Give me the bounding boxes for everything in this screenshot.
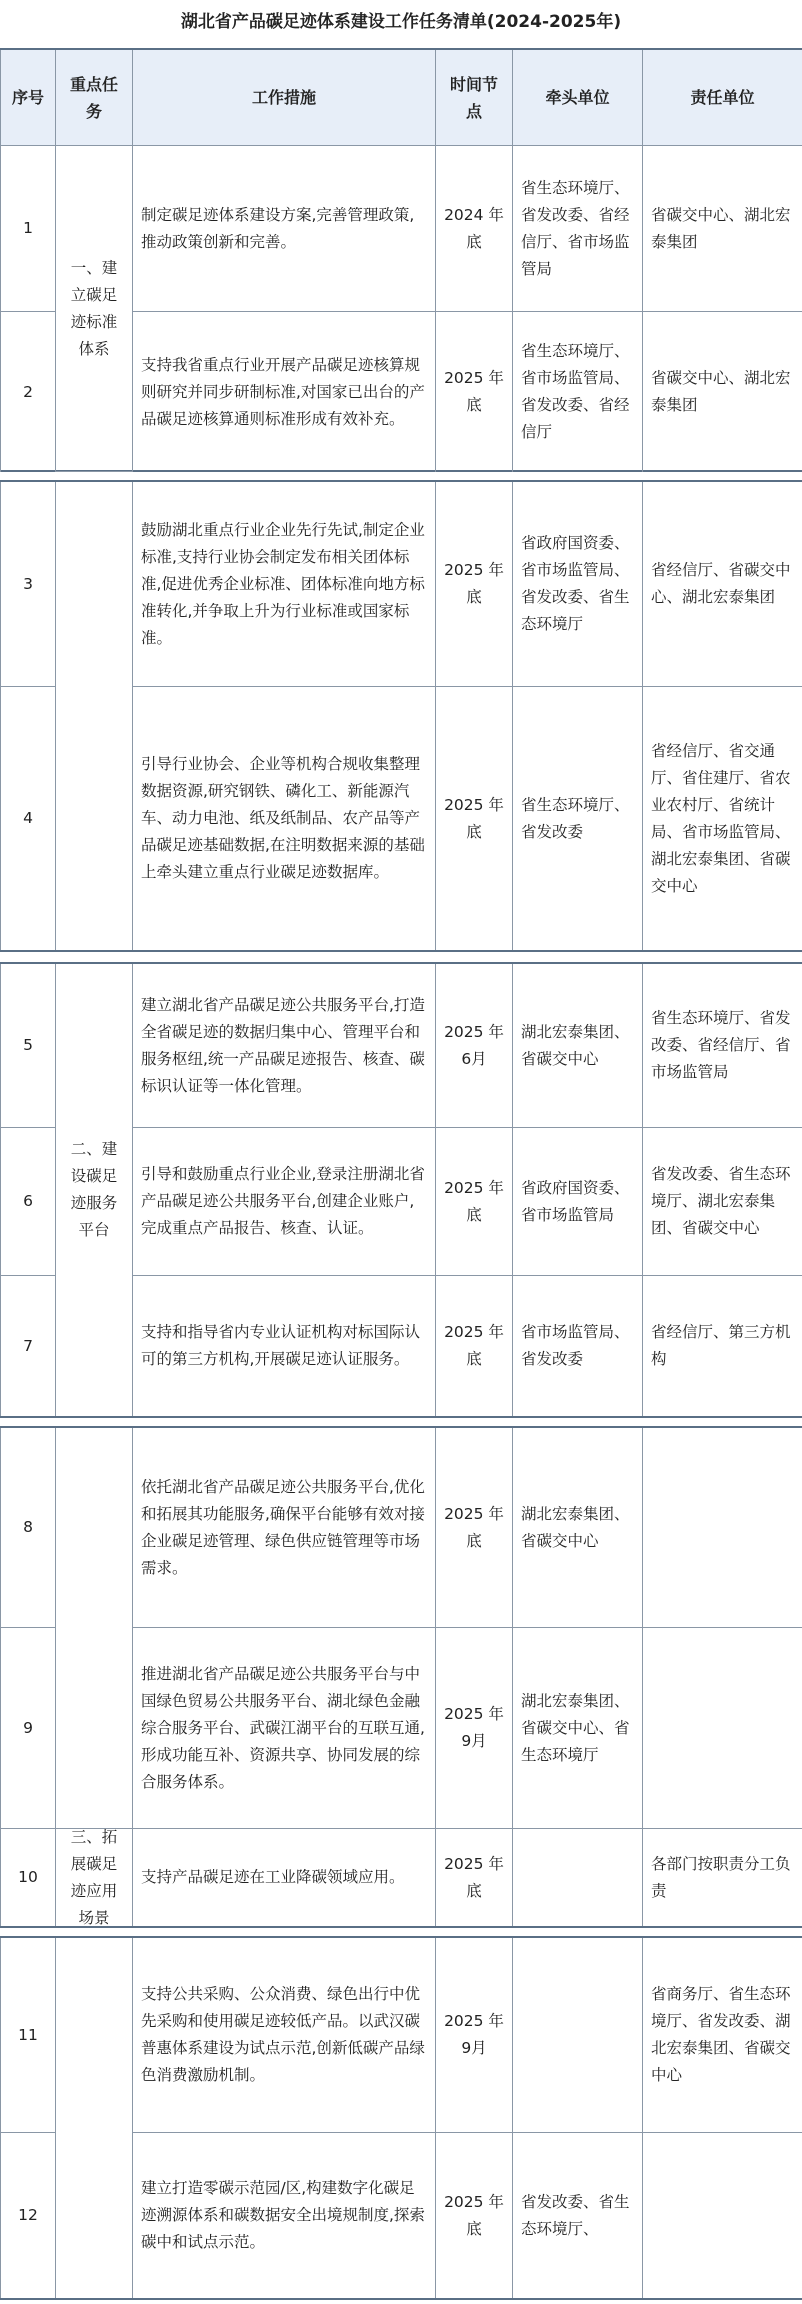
row-6-no: 6 xyxy=(0,1128,56,1276)
row-8-lead: 湖北宏泰集团、省碳交中心 xyxy=(513,1428,643,1628)
header-measure: 工作措施 xyxy=(133,50,436,146)
row-9-resp xyxy=(643,1628,802,1829)
task-group-2: 二、建设碳足迹服务平台 xyxy=(56,964,133,1416)
row-7-resp: 省经信厅、第三方机构 xyxy=(651,1323,791,1368)
row-11-resp: 省商务厅、省生态环境厅、省发改委、湖北宏泰集团、省碳交中心 xyxy=(643,1938,802,2133)
table-segment-5 xyxy=(0,1936,802,2300)
table-segment-1 xyxy=(0,48,802,472)
row-3-lead: 省政府国资委、省市场监管局、省发改委、省生态环境厅 xyxy=(513,482,643,687)
row-4-lead: 省生态环境厅、省发改委 xyxy=(513,687,643,950)
row-10-no: 10 xyxy=(0,1829,56,1926)
row-11-lead xyxy=(513,1938,643,2133)
row-1-no: 1 xyxy=(0,146,56,312)
row-10-time: 2025 年底 xyxy=(436,1829,513,1926)
row-9-measure: 推进湖北省产品碳足迹公共服务平台与中国绿色贸易公共服务平台、湖北绿色金融综合服务平台、武碳江湖平台的互联互通,形成功能互补、资源共享、协同发展的综合服务体系。 xyxy=(133,1628,436,1829)
row-2-time: 2025 年底 xyxy=(436,312,513,472)
row-3-measure: 鼓励湖北重点行业企业先行先试,制定企业标准,支持行业协会制定发布相关团体标准,促进优秀企业标准、团体标准向地方标准转化,并争取上升为行业标准或国家标准。 xyxy=(133,482,436,687)
row-12-lead: 省发改委、省生态环境厅、 xyxy=(513,2133,643,2298)
task-group-1-cont xyxy=(56,482,133,950)
row-7-time: 2025 年底 xyxy=(436,1276,513,1416)
row-4-time: 2025 年底 xyxy=(436,687,513,950)
row-1-resp: 省碳交中心、湖北宏泰集团 xyxy=(643,146,802,312)
header-no: 序号 xyxy=(0,50,56,146)
row-6-resp: 省发改委、省生态环境厅、湖北宏泰集团、省碳交中心 xyxy=(643,1128,802,1276)
row-6-measure: 引导和鼓励重点行业企业,登录注册湖北省产品碳足迹公共服务平台,创建企业账户,完成重点产品报告、核查、认证。 xyxy=(133,1128,436,1276)
row-2-measure: 支持我省重点行业开展产品碳足迹核算规则研究并同步研制标准,对国家已出台的产品碳足迹核算通则标准形成有效补充。 xyxy=(133,312,436,472)
header-time: 时间节点 xyxy=(436,50,513,146)
row-11-time: 2025 年 9月 xyxy=(436,1938,513,2133)
row-7-no: 7 xyxy=(0,1276,56,1416)
table-segment-2 xyxy=(0,480,802,952)
row-12-resp xyxy=(643,2133,802,2298)
row-9-no: 9 xyxy=(0,1628,56,1829)
row-2-lead: 省生态环境厅、省市场监管局、省发改委、省经信厅 xyxy=(513,312,643,472)
row-6-lead: 省政府国资委、省市场监管局 xyxy=(513,1128,643,1276)
row-12-measure: 建立打造零碳示范园/区,构建数字化碳足迹溯源体系和碳数据安全出境规制度,探索碳中和试点示范。 xyxy=(133,2133,436,2298)
row-10-lead xyxy=(513,1829,643,1926)
row-4-resp: 省经信厅、省交通厅、省住建厅、省农业农村厅、省统计局、省市场监管局、湖北宏泰集团、省碳交中心 xyxy=(651,741,791,895)
header-resp: 责任单位 xyxy=(643,50,802,146)
task-group-2-cont xyxy=(56,1428,133,1829)
row-8-resp xyxy=(643,1428,802,1628)
row-7-measure: 支持和指导省内专业认证机构对标国际认可的第三方机构,开展碳足迹认证服务。 xyxy=(133,1276,436,1416)
row-5-no: 5 xyxy=(0,964,56,1128)
row-6-time: 2025 年底 xyxy=(436,1128,513,1276)
table-segment-3 xyxy=(0,962,802,1418)
row-4-no: 4 xyxy=(0,687,56,950)
row-11-measure: 支持公共采购、公众消费、绿色出行中优先采购和使用碳足迹较低产品。以武汉碳普惠体系建设为试点示范,创新低碳产品绿色消费激励机制。 xyxy=(133,1938,436,2133)
row-5-measure: 建立湖北省产品碳足迹公共服务平台,打造全省碳足迹的数据归集中心、管理平台和服务枢纽,统一产品碳足迹报告、核查、碳标识认证等一体化管理。 xyxy=(133,964,436,1128)
row-5-lead: 湖北宏泰集团、省碳交中心 xyxy=(513,964,643,1128)
row-1-measure: 制定碳足迹体系建设方案,完善管理政策,推动政策创新和完善。 xyxy=(133,146,436,312)
row-8-no: 8 xyxy=(0,1428,56,1628)
row-2-no: 2 xyxy=(0,312,56,472)
row-1-time: 2024 年底 xyxy=(436,146,513,312)
row-9-time: 2025 年 9月 xyxy=(436,1628,513,1829)
task-group-3-cont xyxy=(56,1938,133,2298)
row-8-measure: 依托湖北省产品碳足迹公共服务平台,优化和拓展其功能服务,确保平台能够有效对接企业碳足迹管理、绿色供应链管理等市场需求。 xyxy=(133,1428,436,1628)
row-5-resp: 省生态环境厅、省发改委、省经信厅、省市场监管局 xyxy=(643,964,802,1128)
row-5-time: 2025 年 6月 xyxy=(436,964,513,1128)
row-10-measure: 支持产品碳足迹在工业降碳领域应用。 xyxy=(133,1829,436,1926)
header-task: 重点任务 xyxy=(56,50,133,146)
row-1-lead: 省生态环境厅、省发改委、省经信厅、省市场监管局 xyxy=(513,146,643,312)
row-12-no: 12 xyxy=(0,2133,56,2298)
row-3-resp: 省经信厅、省碳交中心、湖北宏泰集团 xyxy=(643,482,802,687)
task-group-3: 三、拓展碳足迹应用场景 xyxy=(56,1829,133,1926)
row-10-resp: 各部门按职责分工负责 xyxy=(651,1854,791,1900)
page-title: 湖北省产品碳足迹体系建设工作任务清单(2024-2025年) xyxy=(180,11,622,32)
task-group-1: 一、建立碳足迹标准体系 xyxy=(56,146,133,472)
row-4-measure: 引导行业协会、企业等机构合规收集整理数据资源,研究钢铁、磷化工、新能源汽车、动力电池、纸及纸制品、农产品等产品碳足迹基础数据,在注明数据来源的基础上牵头建立重点行业碳足迹数据库。 xyxy=(133,687,436,950)
row-12-time: 2025 年底 xyxy=(436,2133,513,2298)
row-3-time: 2025 年底 xyxy=(436,482,513,687)
row-8-time: 2025 年底 xyxy=(436,1428,513,1628)
row-2-resp: 省碳交中心、湖北宏泰集团 xyxy=(651,369,791,414)
header-lead: 牵头单位 xyxy=(513,50,643,146)
table-segment-4 xyxy=(0,1426,802,1928)
row-11-no: 11 xyxy=(0,1938,56,2133)
row-3-no: 3 xyxy=(0,482,56,687)
row-9-lead: 湖北宏泰集团、省碳交中心、省生态环境厅 xyxy=(513,1628,643,1829)
row-7-lead: 省市场监管局、省发改委 xyxy=(513,1276,643,1416)
